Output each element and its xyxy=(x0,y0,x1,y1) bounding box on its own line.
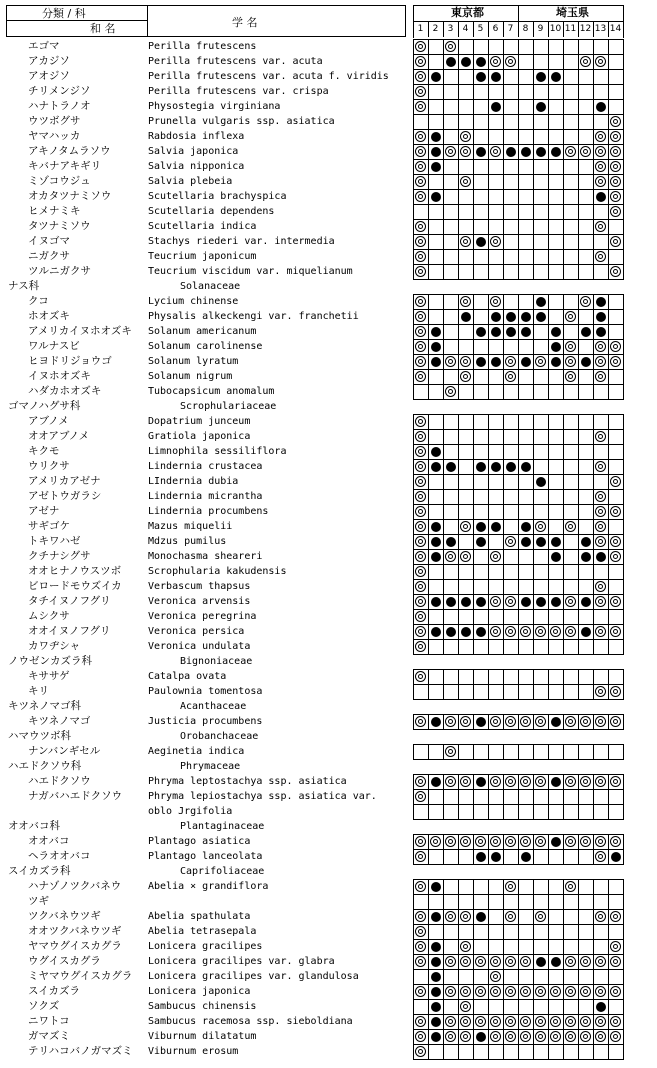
species-name-sci: Justicia procumbens xyxy=(148,716,263,727)
species-name-sci: Catalpa ovata xyxy=(148,671,227,682)
species-name-sci: Physostegia virginiana xyxy=(148,101,281,112)
species-name-jp: オオバコ xyxy=(28,835,70,847)
species-name-sci: Perilla frutescens xyxy=(148,41,257,52)
header-bunrui-ka: 分類 / 科 xyxy=(42,7,86,20)
species-name-jp: ツクバネウツギ xyxy=(28,910,101,922)
species-name-jp: ヤマハッカ xyxy=(28,130,81,142)
species-name-jp: ウリクサ xyxy=(28,460,70,472)
species-name-sci: Lonicera japonica xyxy=(148,986,251,997)
species-name-sci: Veronica persica xyxy=(148,626,245,637)
family-name-sci: Solanaceae xyxy=(180,281,241,292)
family-name-sci: Acanthaceae xyxy=(180,701,247,712)
site-header-line xyxy=(608,22,609,37)
site-header-line xyxy=(503,22,504,37)
species-name-sci: Limnophila sessiliflora xyxy=(148,446,287,457)
species-name-jp: アメリカイヌホオズキ xyxy=(28,325,132,337)
species-name-jp: ガマズミ xyxy=(28,1030,70,1042)
species-name-sci: Tubocapsicum anomalum xyxy=(148,386,275,397)
family-name-jp: ハマウツボ科 xyxy=(8,730,71,742)
grid-block-frame xyxy=(413,879,624,1060)
species-name-jp: クコ xyxy=(28,295,49,307)
species-name-jp: ナガバハエドクソウ xyxy=(28,790,123,802)
species-name-jp: ハナゾノツクバネウ xyxy=(28,880,122,892)
site-header-line xyxy=(548,22,549,37)
species-name-sci: Salvia nipponica xyxy=(148,161,245,172)
family-name-jp: オオバコ科 xyxy=(8,820,60,832)
species-name-sci: Solanum carolinense xyxy=(148,341,263,352)
site-number: 9 xyxy=(537,24,544,34)
site-header-line xyxy=(563,22,564,37)
species-name-sci: Veronica undulata xyxy=(148,641,251,652)
species-name-sci: oblo Jrgifolia xyxy=(148,806,233,817)
species-name-jp: キバナアキギリ xyxy=(28,160,102,172)
species-name-sci: Teucrium japonicum xyxy=(148,251,257,262)
species-name-sci: Paulownia tomentosa xyxy=(148,686,263,697)
grid-block-frame xyxy=(413,774,624,820)
species-name-jp: トキワハゼ xyxy=(28,535,81,547)
species-name-sci: Lindernia crustacea xyxy=(148,461,263,472)
species-name-jp: ハナトラノオ xyxy=(28,100,91,112)
species-name-sci: Scutellaria dependens xyxy=(148,206,275,217)
species-name-sci: Veronica arvensis xyxy=(148,596,251,607)
species-name-jp: ニガクサ xyxy=(28,250,70,262)
species-name-jp: キササゲ xyxy=(28,670,70,682)
family-name-jp: スイカズラ科 xyxy=(8,865,71,877)
species-name-jp: キツネノマゴ xyxy=(28,715,91,727)
species-name-sci: Physalis alkeckengi var. franchetii xyxy=(148,311,359,322)
grid-block-frame xyxy=(413,669,624,700)
species-name-jp: オカタツナミソウ xyxy=(28,190,112,202)
site-header-line xyxy=(593,22,594,37)
species-name-sci: Perilla frutescens var. crispa xyxy=(148,86,329,97)
grid-block-frame xyxy=(413,39,624,280)
species-name-sci: Plantago lanceolata xyxy=(148,851,263,862)
species-name-sci: Scutellaria brachyspica xyxy=(148,191,287,202)
site-number: 2 xyxy=(432,24,439,34)
species-name-jp: アブノメ xyxy=(28,415,69,427)
grid-block-frame xyxy=(413,414,624,655)
grid-block-frame xyxy=(413,294,624,400)
species-name-jp: ウグイスカグラ xyxy=(28,955,101,967)
species-name-sci: Gratiola japonica xyxy=(148,431,251,442)
species-name-jp: ミゾコウジュ xyxy=(28,175,91,187)
species-name-sci: Lonicera gracilipes var. glandulosa xyxy=(148,971,359,982)
species-name-jp: アゼトウガラシ xyxy=(28,490,102,502)
grid-block-frame xyxy=(413,744,624,760)
species-name-jp: ヒヨドリジョウゴ xyxy=(28,355,112,367)
species-name-sci: Solanum lyratum xyxy=(148,356,239,367)
site-number: 3 xyxy=(447,24,454,34)
site-header-line xyxy=(428,22,429,37)
species-name-sci: Perilla frutescens var. acuta xyxy=(148,56,323,67)
site-header-line xyxy=(443,22,444,37)
species-name-jp: エゴマ xyxy=(28,40,60,52)
site-number: 14 xyxy=(609,24,622,34)
site-number: 10 xyxy=(549,24,562,34)
header-gakumei: 学 名 xyxy=(232,16,258,29)
species-name-sci: Verbascum thapsus xyxy=(148,581,251,592)
species-name-sci: LIndernia dubia xyxy=(148,476,239,487)
species-name-sci: Abelia tetrasepala xyxy=(148,926,257,937)
species-name-jp: ハダカホオズキ xyxy=(28,385,102,397)
species-name-jp: イヌホオズキ xyxy=(28,370,91,382)
species-name-sci: Salvia japonica xyxy=(148,146,239,157)
family-name-jp: ゴマノハグサ科 xyxy=(8,400,81,412)
species-name-sci: Lindernia procumbens xyxy=(148,506,269,517)
header-midline xyxy=(6,20,147,21)
species-name-sci: Plantago asiatica xyxy=(148,836,251,847)
species-name-jp: アゼナ xyxy=(28,505,60,517)
species-name-jp: ミヤマウグイスカグラ xyxy=(28,970,133,982)
species-name-sci: Viburnum dilatatum xyxy=(148,1031,257,1042)
species-name-jp: タチイヌノフグリ xyxy=(28,595,111,607)
species-name-jp: アカジソ xyxy=(28,55,70,67)
species-name-sci: Mdzus pumilus xyxy=(148,536,227,547)
site-header-line xyxy=(578,22,579,37)
species-name-sci: Phryma lepiostachya ssp. asiatica var. xyxy=(148,791,377,802)
family-name-jp: ナス科 xyxy=(8,280,40,292)
site-header-line xyxy=(533,22,534,37)
site-number: 4 xyxy=(462,24,469,34)
species-name-sci: Lonicera gracilipes xyxy=(148,941,263,952)
species-name-sci: Mazus miquelii xyxy=(148,521,233,532)
species-name-sci: Prunella vulgaris ssp. asiatica xyxy=(148,116,335,127)
family-name-jp: ノウゼンカズラ科 xyxy=(8,655,92,667)
species-name-jp: ビロードモウズイカ xyxy=(28,580,122,592)
site-number: 7 xyxy=(507,24,514,34)
site-number: 5 xyxy=(477,24,484,34)
species-name-sci: Monochasma sheareri xyxy=(148,551,263,562)
family-name-jp: ハエドクソウ科 xyxy=(8,760,82,772)
species-name-sci: Solanum nigrum xyxy=(148,371,233,382)
region-saitama: 埼玉県 xyxy=(556,6,589,19)
species-name-sci: Teucrium viscidum var. miquelianum xyxy=(148,266,353,277)
species-name-sci: Abelia spathulata xyxy=(148,911,251,922)
family-name-sci: Phrymaceae xyxy=(180,761,241,772)
site-number: 1 xyxy=(417,24,424,34)
species-name-jp: ナンバンギセル xyxy=(28,745,101,757)
species-name-jp: カワヂシャ xyxy=(28,640,81,652)
family-name-jp: キツネノマゴ科 xyxy=(8,700,81,712)
species-name-jp: キクモ xyxy=(28,445,60,457)
species-name-jp: アオジソ xyxy=(28,70,70,82)
grid-block-frame xyxy=(413,714,624,730)
species-name-jp: ウツボグサ xyxy=(28,115,81,127)
species-name-jp: オオツクバネウツギ xyxy=(28,925,122,937)
species-name-jp: クチナシグサ xyxy=(28,550,91,562)
species-name-sci: Sambucus chinensis xyxy=(148,1001,257,1012)
species-name-jp: サギゴケ xyxy=(28,520,70,532)
species-name-jp: チリメンジソ xyxy=(28,85,91,97)
species-name-jp: スイカズラ xyxy=(28,985,80,997)
species-name-jp: ソクズ xyxy=(28,1000,60,1012)
species-name-sci: Aeginetia indica xyxy=(148,746,245,757)
site-header-line xyxy=(458,22,459,37)
species-name-sci: Perilla frutescens var. acuta f. viridis xyxy=(148,71,389,82)
site-number: 11 xyxy=(564,24,577,34)
family-name-sci: Bignoniaceae xyxy=(180,656,253,667)
site-header-line xyxy=(488,22,489,37)
species-name-jp-cont: ツギ xyxy=(28,895,49,907)
species-name-jp: ヤマウグイスカグラ xyxy=(28,940,122,952)
species-name-jp: ヒメナミキ xyxy=(28,205,81,217)
species-name-sci: Lindernia micrantha xyxy=(148,491,263,502)
species-name-sci: Veronica peregrina xyxy=(148,611,257,622)
species-name-jp: アキノタムラソウ xyxy=(28,145,111,157)
species-name-jp: ワルナスビ xyxy=(28,340,80,352)
species-name-sci: Abelia × grandiflora xyxy=(148,881,269,892)
site-number: 6 xyxy=(492,24,499,34)
grid-block-frame xyxy=(413,834,624,865)
site-number: 8 xyxy=(522,24,529,34)
site-number: 12 xyxy=(579,24,592,34)
site-header-line xyxy=(518,22,519,37)
species-name-sci: Solanum americanum xyxy=(148,326,257,337)
site-number: 13 xyxy=(594,24,607,34)
species-name-sci: Scutellaria indica xyxy=(148,221,257,232)
species-name-jp: ニワトコ xyxy=(28,1015,70,1027)
species-name-jp: オオアブノメ xyxy=(28,430,90,442)
species-name-jp: テリハコバノガマズミ xyxy=(28,1045,133,1057)
species-name-jp: ヘラオオバコ xyxy=(28,850,91,862)
species-name-jp: アメリカアゼナ xyxy=(28,475,101,487)
species-name-sci: Viburnum erosum xyxy=(148,1046,239,1057)
region-tokyo: 東京都 xyxy=(451,6,484,19)
species-name-jp: イヌゴマ xyxy=(28,235,70,247)
species-name-sci: Rabdosia inflexa xyxy=(148,131,245,142)
site-header-line xyxy=(473,22,474,37)
species-name-jp: オオイヌノフグリ xyxy=(28,625,111,637)
family-name-sci: Scrophulariaceae xyxy=(180,401,277,412)
family-name-sci: Caprifoliaceae xyxy=(180,866,265,877)
family-name-sci: Orobanchaceae xyxy=(180,731,259,742)
species-name-sci: Lonicera gracilipes var. glabra xyxy=(148,956,335,967)
species-name-jp: ムシクサ xyxy=(28,610,70,622)
species-name-sci: Phryma leptostachya ssp. asiatica xyxy=(148,776,347,787)
species-name-sci: Scrophularia kakudensis xyxy=(148,566,287,577)
species-name-sci: Salvia plebeia xyxy=(148,176,233,187)
species-name-jp: オオヒナノウスツボ xyxy=(28,565,122,577)
species-name-sci: Dopatrium junceum xyxy=(148,416,251,427)
species-name-sci: Lycium chinense xyxy=(148,296,239,307)
header-wamei: 和 名 xyxy=(90,22,116,35)
species-name-jp: ハエドクソウ xyxy=(28,775,91,787)
species-name-jp: ツルニガクサ xyxy=(28,265,91,277)
species-name-sci: Sambucus racemosa ssp. sieboldiana xyxy=(148,1016,353,1027)
species-name-sci: Stachys riederi var. intermedia xyxy=(148,236,335,247)
header-divider xyxy=(147,5,148,37)
species-name-jp: タツナミソウ xyxy=(28,220,91,232)
species-name-jp: ホオズキ xyxy=(28,310,70,322)
family-name-sci: Plantaginaceae xyxy=(180,821,265,832)
species-name-jp: キリ xyxy=(28,685,49,697)
